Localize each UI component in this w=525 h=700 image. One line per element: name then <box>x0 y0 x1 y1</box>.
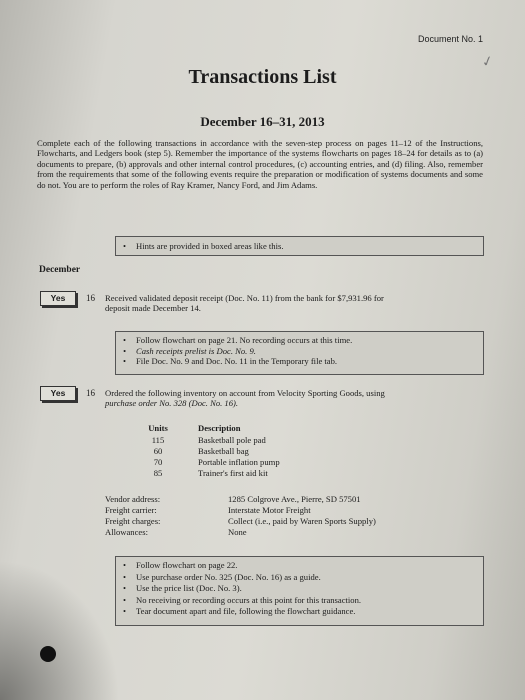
shadow <box>0 560 120 700</box>
detail-label: Vendor address: <box>105 494 161 504</box>
transaction-day: 16 <box>86 388 95 398</box>
hint-box <box>115 556 484 626</box>
intro-paragraph: Complete each of the following transactions in accordance with the seven-step process on pages 11–12 of the Instructions, Flowcharts, and Ledgers book (step 5). Remember the importance of the systems flowcharts on pages 18–24 for details as to (a) documents to prepare, (b) approvals and other internal control procedures, (c) accounting entries, and (d) filing. Also, remember from the requirements that some of the following events require the preparation or modification of systems documents and some do not. You are to perform the roles of Ray Kramer, Nancy Ford, and Jim Adams. <box>37 138 483 190</box>
transaction-text <box>105 388 485 409</box>
transaction-line: deposit made December 14. <box>105 303 201 314</box>
transaction-text <box>105 293 485 314</box>
hint-item: • No receiving or recording occurs at this point for this transaction. <box>136 595 483 607</box>
hint-item: • Use purchase order No. 325 (Doc. No. 16) as a guide. <box>136 572 483 584</box>
hint-item: • Hints are provided in boxed areas like this. <box>136 241 483 252</box>
description-header: Description <box>198 423 241 433</box>
item-units: 70 <box>153 457 163 467</box>
page-title: Transactions List <box>188 66 337 88</box>
item-description: Basketball pole pad <box>198 435 266 445</box>
yes-badge: Yes <box>40 386 76 401</box>
transaction-line: Received validated deposit receipt (Doc. No. 11) from the bank for $7,931.96 for <box>105 293 384 303</box>
transaction-day: 16 <box>86 293 95 303</box>
hint-item: • File Doc. No. 9 and Doc. No. 11 in the Temporary file tab. <box>136 356 483 367</box>
hint-item: • Follow flowchart on page 22. <box>136 560 483 572</box>
item-units: 115 <box>151 435 165 445</box>
item-units: 85 <box>153 468 163 478</box>
hint-item: • Tear document apart and file, following the flowchart guidance. <box>136 606 483 618</box>
detail-value: None <box>228 527 247 537</box>
item-description: Trainer's first aid kit <box>198 468 268 478</box>
item-description: Portable inflation pump <box>198 457 280 467</box>
hint-item: • Follow flowchart on page 21. No recording occurs at this time. <box>136 335 483 346</box>
detail-label: Freight charges: <box>105 516 161 526</box>
hint-item: • Cash receipts prelist is Doc. No. 9. <box>136 346 483 357</box>
detail-value: Collect (i.e., paid by Waren Sports Supply) <box>228 516 376 526</box>
binder-hole <box>40 646 56 662</box>
detail-label: Freight carrier: <box>105 505 157 515</box>
pencil-check-mark: ✓ <box>480 53 496 72</box>
detail-label: Allowances: <box>105 527 148 537</box>
detail-value: 1285 Colgrove Ave., Pierre, SD 57501 <box>228 494 361 504</box>
item-units: 60 <box>153 446 163 456</box>
hint-box-intro <box>115 236 484 256</box>
section-heading: December <box>39 265 81 275</box>
transaction-line: purchase order No. 328 (Doc. No. 16). <box>105 398 239 409</box>
transaction-line: Ordered the following inventory on account from Velocity Sporting Goods, using <box>105 388 385 398</box>
units-header: Units <box>148 423 168 433</box>
item-description: Basketball bag <box>198 446 249 456</box>
date-range: December 16–31, 2013 <box>200 114 325 129</box>
document-number: Document No. 1 <box>417 34 483 44</box>
yes-badge: Yes <box>40 291 76 306</box>
detail-value: Interstate Motor Freight <box>228 505 311 515</box>
hint-box <box>115 331 484 375</box>
hint-item: • Use the price list (Doc. No. 3). <box>136 583 483 595</box>
